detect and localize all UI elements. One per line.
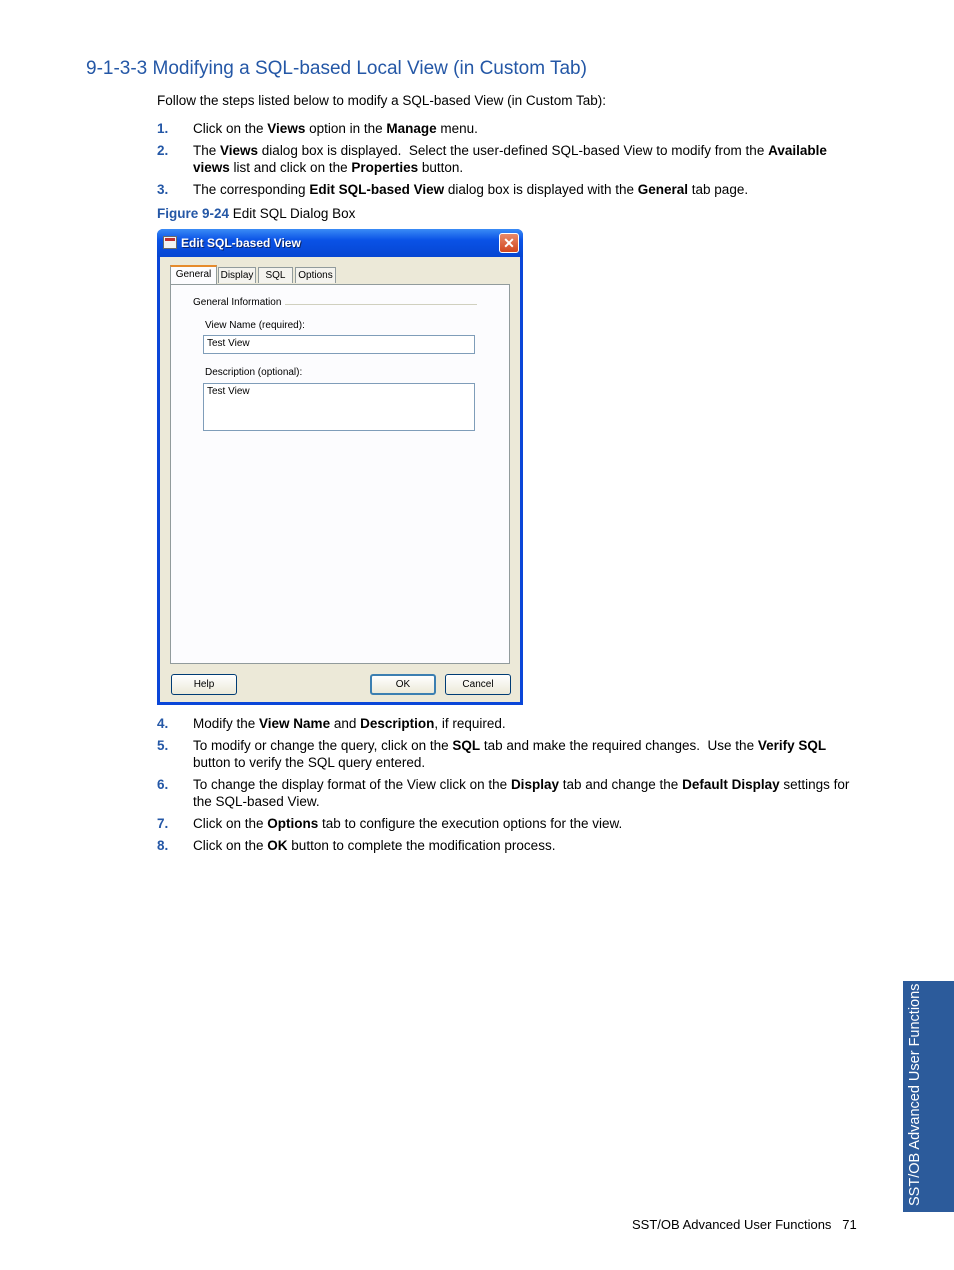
step-text: Click on the Options tab to configure the execution options for the view. xyxy=(193,816,623,831)
list-item xyxy=(157,142,857,176)
tab-options[interactable]: Options xyxy=(295,267,336,283)
step-text: To change the display format of the View click on the Display tab and change the Default Display settings for the SQL-based View. xyxy=(193,777,850,809)
general-tab-panel xyxy=(170,284,510,664)
list-item xyxy=(157,837,857,854)
tab-general[interactable]: General xyxy=(170,265,217,284)
section-heading: 9-1-3-3 Modifying a SQL-based Local View (in Custom Tab) xyxy=(86,58,587,79)
step-number: 1. xyxy=(157,121,169,136)
tab-display[interactable]: Display xyxy=(218,267,256,283)
step-number: 2. xyxy=(157,143,169,158)
footer-title: SST/OB Advanced User Functions xyxy=(632,1217,832,1232)
cancel-button[interactable]: Cancel xyxy=(445,674,511,695)
page-number: 71 xyxy=(842,1217,857,1232)
ok-button[interactable]: OK xyxy=(370,674,436,695)
figure-caption xyxy=(157,206,355,221)
tab-sql[interactable]: SQL xyxy=(258,267,293,283)
step-text: Modify the View Name and Description, if required. xyxy=(193,716,506,731)
list-item xyxy=(157,715,857,732)
step-number: 8. xyxy=(157,838,169,853)
list-item xyxy=(157,815,857,832)
step-text: To modify or change the query, click on the SQL tab and make the required changes. Use the Verify SQL button to verify the SQL query entered. xyxy=(193,738,827,770)
close-button[interactable] xyxy=(499,233,519,253)
dialog-titlebar[interactable] xyxy=(157,229,523,257)
description-label: Description (optional): xyxy=(205,367,303,378)
step-number: 3. xyxy=(157,182,169,197)
step-text: Click on the Views option in the Manage menu. xyxy=(193,121,478,136)
side-tab-label: SST/OB Advanced User Functions xyxy=(907,983,923,1206)
list-item xyxy=(157,120,857,137)
step-number: 5. xyxy=(157,738,169,753)
list-item xyxy=(157,737,857,771)
steps-list-after xyxy=(157,715,857,859)
list-item xyxy=(157,776,857,810)
dialog-client xyxy=(160,257,520,702)
step-number: 6. xyxy=(157,777,169,792)
step-text: Click on the OK button to complete the modification process. xyxy=(193,838,556,853)
dialog-title: Edit SQL-based View xyxy=(181,236,301,250)
help-button[interactable]: Help xyxy=(171,674,237,695)
intro-text: Follow the steps listed below to modify a SQL-based View (in Custom Tab): xyxy=(157,93,606,108)
figure-label: Figure 9-24 xyxy=(157,206,230,221)
view-name-label: View Name (required): xyxy=(205,320,305,331)
list-item xyxy=(157,181,857,198)
chapter-side-tab xyxy=(903,981,954,1212)
group-title: General Information xyxy=(193,297,285,308)
window-icon xyxy=(163,236,177,249)
close-icon: ✕ xyxy=(503,235,515,251)
description-textarea[interactable]: Test View xyxy=(203,383,475,431)
step-number: 4. xyxy=(157,716,169,731)
step-text: The corresponding Edit SQL-based View dialog box is displayed with the General tab page. xyxy=(193,182,749,197)
figure-title: Edit SQL Dialog Box xyxy=(229,206,356,221)
steps-list-before xyxy=(157,120,857,203)
page-footer xyxy=(632,1217,857,1232)
group-divider xyxy=(281,304,477,305)
step-number: 7. xyxy=(157,816,169,831)
step-text: The Views dialog box is displayed. Select the user-defined SQL-based View to modify from the Available views list and click on the Properties button. xyxy=(193,143,827,175)
view-name-input[interactable]: Test View xyxy=(203,335,475,354)
edit-sql-dialog xyxy=(157,229,523,705)
